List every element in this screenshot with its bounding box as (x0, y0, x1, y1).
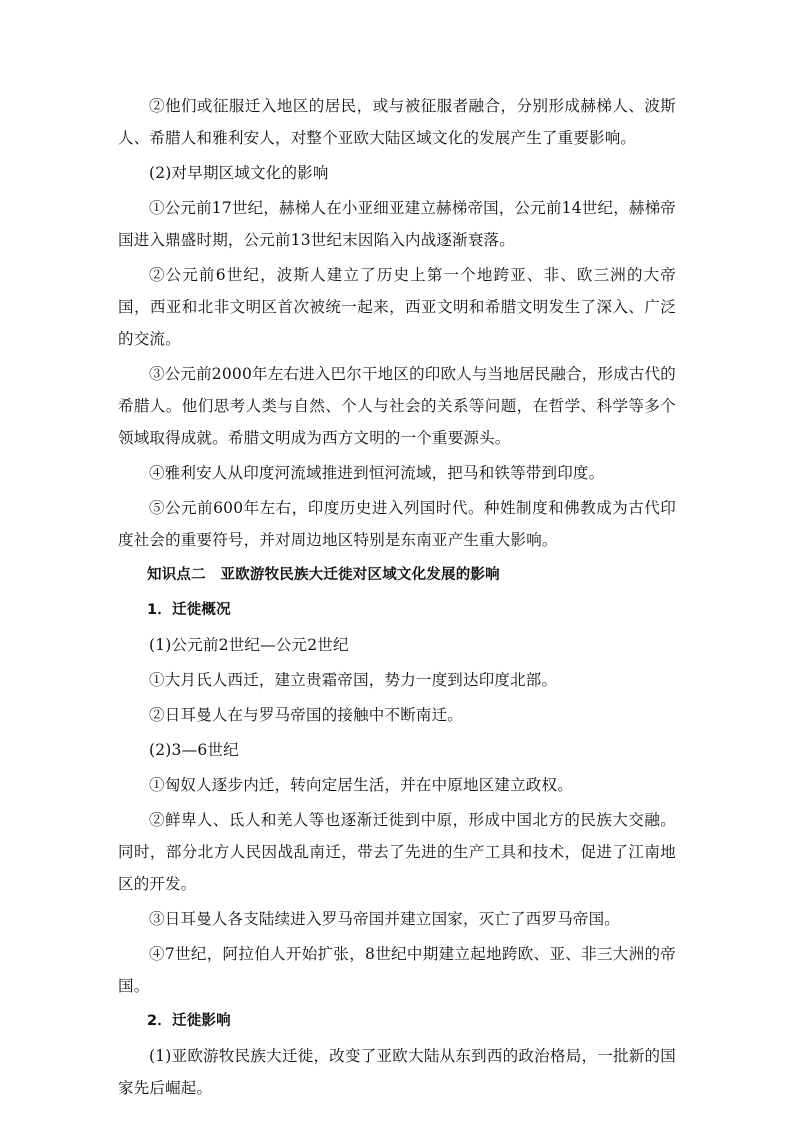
paragraph-arab: ④7世纪，阿拉伯人开始扩张，8世纪中期建立起地跨欧、亚、非三大洲的帝国。 (118, 945, 676, 995)
paragraph-aryans: ④雅利安人从印度河流域推进到恒河流域，把马和铁等带到印度。 (149, 464, 605, 482)
paragraph-persia: ②公元前6世纪，波斯人建立了历史上第一个地跨亚、非、欧三洲的大帝国，西亚和北非文明区首次被统一起来，西亚文明和希腊文明发生了深入、广泛的交流。 (118, 266, 676, 348)
section-heading-knowledge-point-2: 知识点二 亚欧游牧民族大迁徙对区域文化发展的影响 (147, 567, 500, 583)
subheading-period-1: (1)公元前2世纪—公元2世纪 (149, 636, 349, 654)
paragraph-political-pattern: (1)亚欧游牧民族大迁徙，改变了亚欧大陆从东到西的政治格局，一批新的国家先后崛起。 (118, 1047, 676, 1097)
subheading-early-influence: (2)对早期区域文化的影响 (149, 164, 329, 182)
paragraph-xiongnu: ①匈奴人逐步内迁，转向定居生活，并在中原地区建立政权。 (149, 776, 573, 794)
paragraph-hittite: ①公元前17世纪，赫梯人在小亚细亚建立赫梯帝国，公元前14世纪，赫梯帝国进入鼎盛时期，公元前13世纪末因陷入内战逐渐衰落。 (118, 199, 676, 249)
paragraph-yuezhi: ①大月氏人西迁，建立贵霜帝国，势力一度到达印度北部。 (149, 671, 558, 689)
paragraph-india: ⑤公元前600年左右，印度历史进入列国时代。种姓制度和佛教成为古代印度社会的重要符号，并对周边地区特别是东南亚产生重大影响。 (118, 499, 676, 549)
paragraph-germanic-south: ②日耳曼人在与罗马帝国的接触中不断南迁。 (149, 706, 464, 724)
heading-migration-impact: 2．迁徙影响 (147, 1013, 231, 1029)
document-body (118, 90, 676, 1107)
paragraph-greece: ③公元前2000年左右进入巴尔干地区的印欧人与当地居民融合，形成古代的希腊人。他们思考人类与自然、个人与社会的关系等问题，在哲学、科学等多个领域取得成就。希腊文明成为西方文明的一个重要源头。 (118, 365, 676, 447)
paragraph-xianbei: ②鲜卑人、氐人和羌人等也逐渐迁徙到中原，形成中国北方的民族大交融。同时，部分北方人民因战乱南迁，带去了先进的生产工具和技术，促进了江南地区的开发。 (118, 811, 676, 893)
paragraph-migration-result: ②他们或征服迁入地区的居民，或与被征服者融合，分别形成赫梯人、波斯人、希腊人和雅利安人，对整个亚欧大陆区域文化的发展产生了重要影响。 (118, 97, 676, 147)
paragraph-germanic-rome: ③日耳曼人各支陆续进入罗马帝国并建立国家，灭亡了西罗马帝国。 (149, 910, 621, 928)
subheading-period-2: (2)3—6世纪 (149, 741, 239, 759)
heading-migration-overview: 1．迁徙概况 (147, 602, 231, 618)
